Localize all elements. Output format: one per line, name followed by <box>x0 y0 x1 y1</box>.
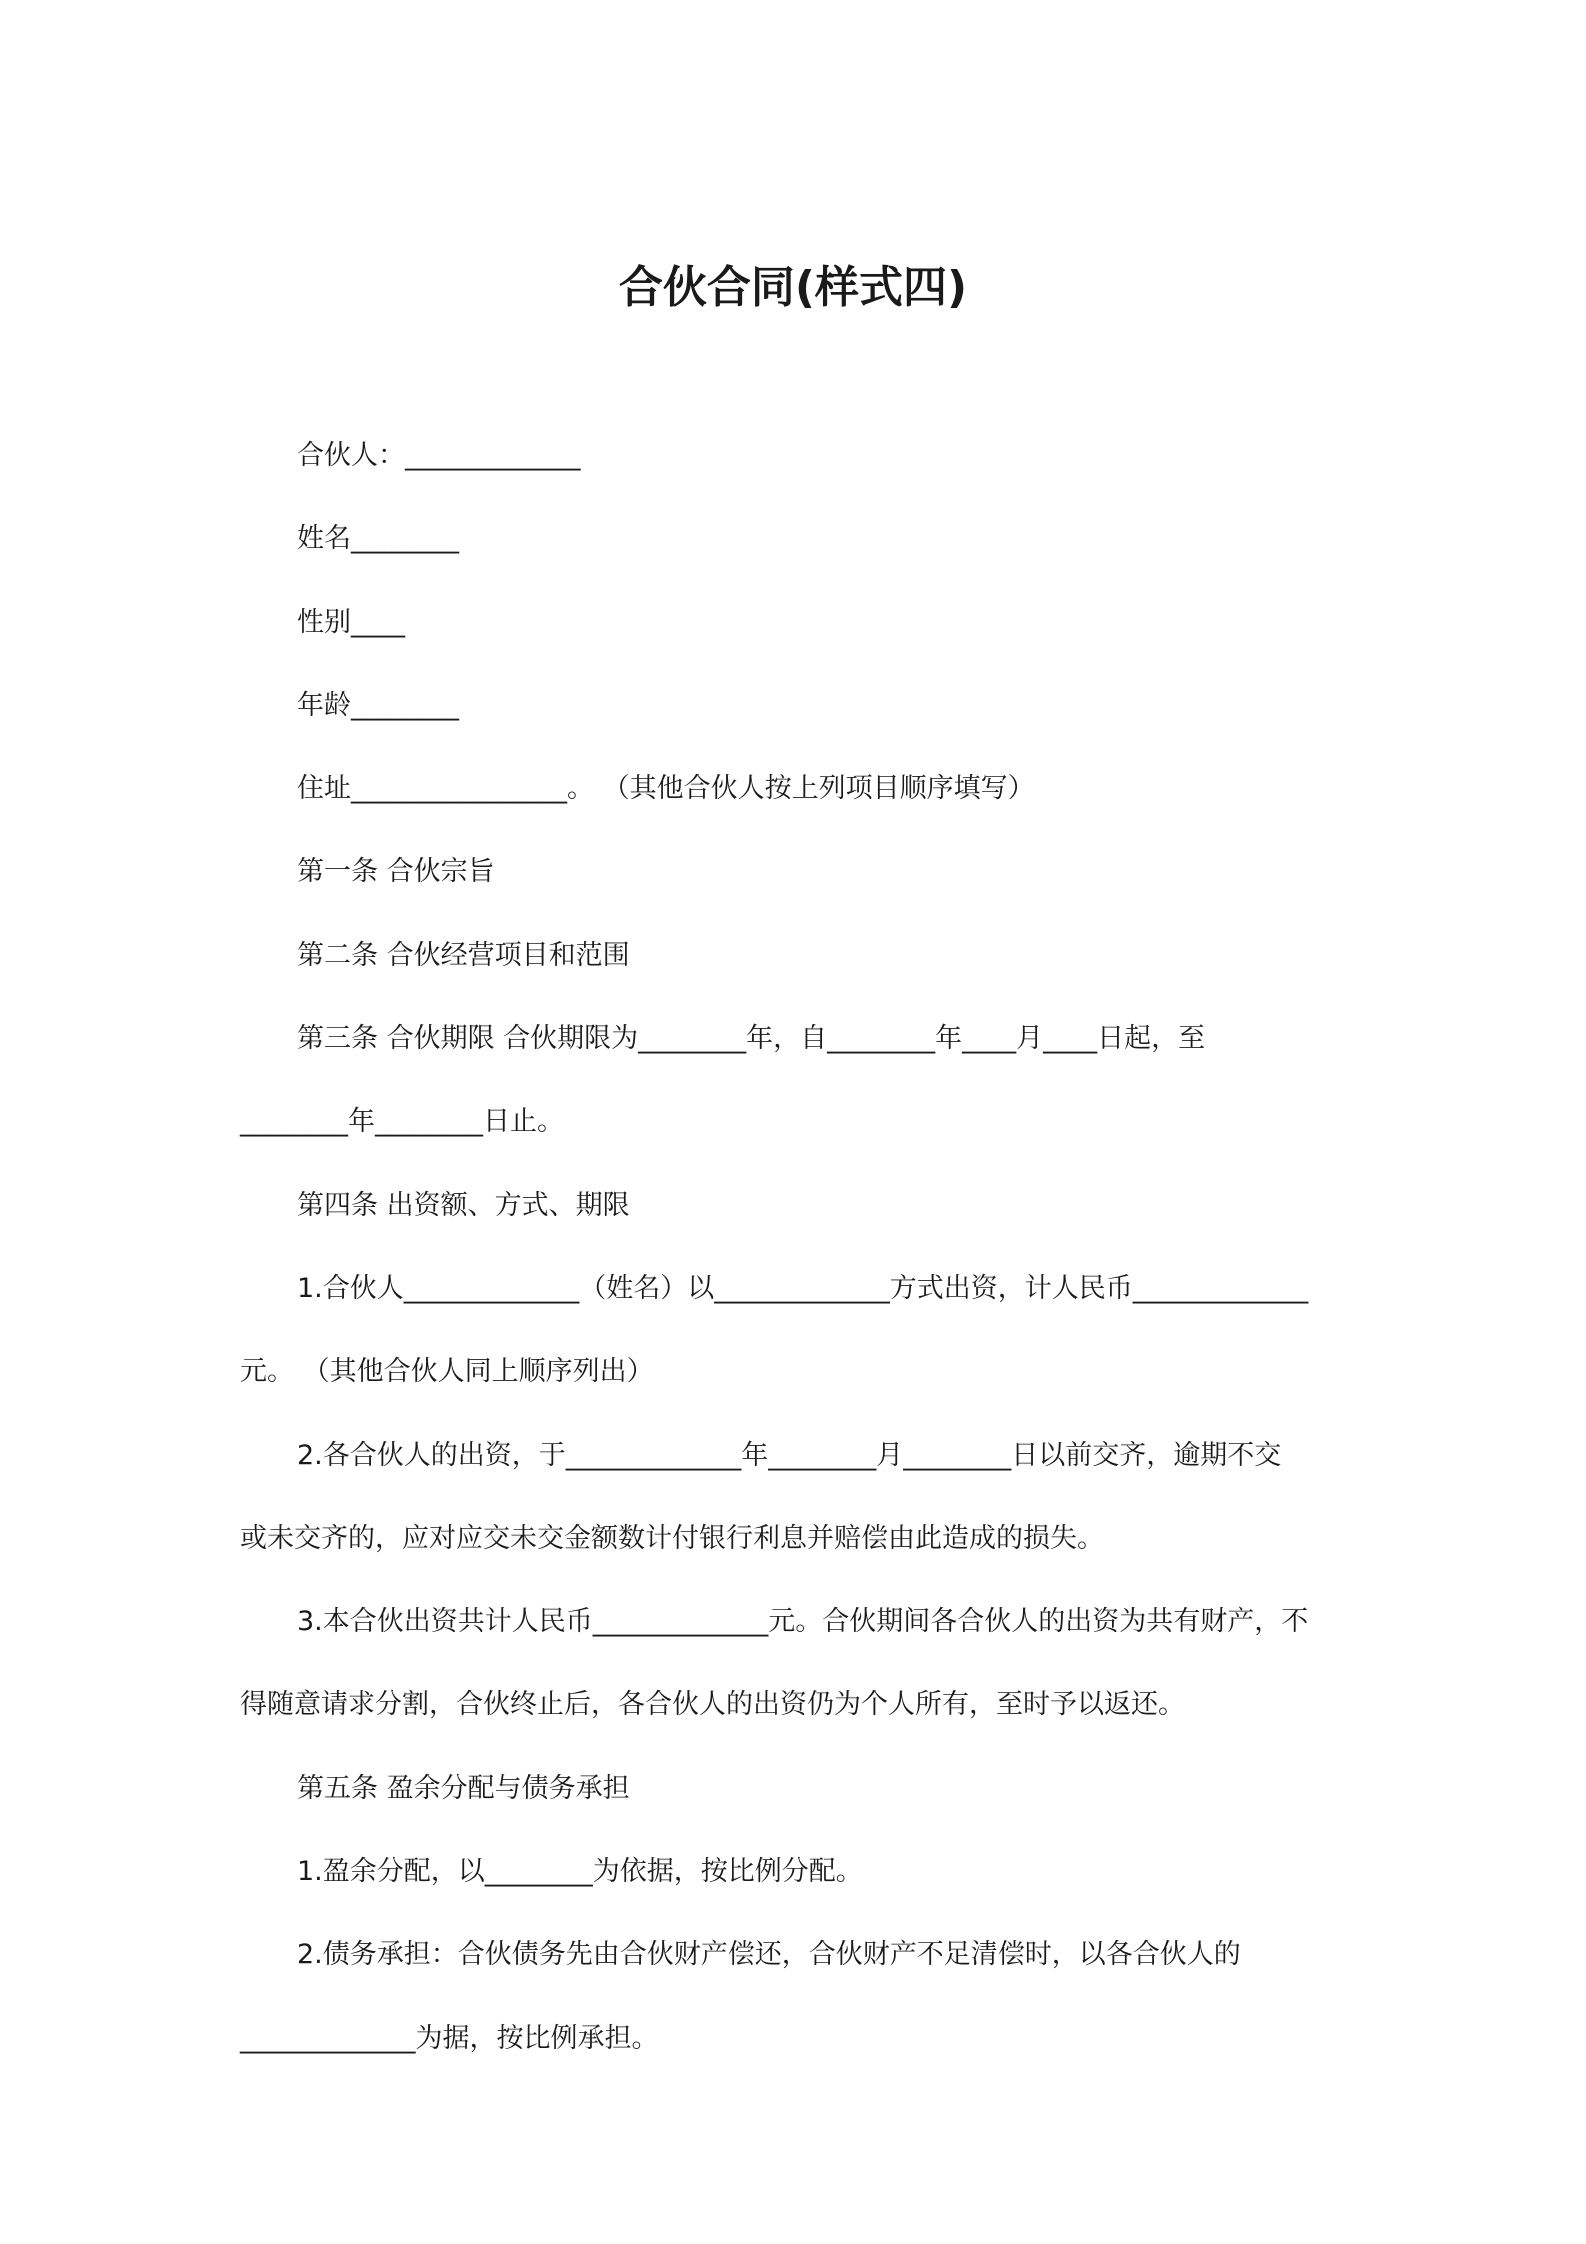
document-body <box>240 414 1350 2080</box>
article-5-item-2: 2.债务承担：合伙债务先由合伙财产偿还，合伙财产不足清偿时，以各合伙人的 <box>297 1939 1241 1971</box>
article-4-item-2: 2.各合伙人的出资，于_____________年________月________日以前交齐，逾期不交 <box>297 1439 1282 1471</box>
document-title: 合伙合同(样式四) <box>618 262 968 313</box>
article-4-item-1: 1.合伙人_____________（姓名）以_____________方式出资，计人民币_____________ <box>297 1272 1309 1304</box>
article-4-item-3: 3.本合伙出资共计人民币_____________元。合伙期间各合伙人的出资为共有财产，不 <box>297 1606 1309 1638</box>
article-1-heading: 第一条 合伙宗旨 <box>297 856 495 888</box>
age-line: 年龄________ <box>297 689 459 721</box>
article-3-line: 第三条 合伙期限 合伙期限为________年，自________年____月____日起，至 <box>297 1023 1206 1055</box>
name-line: 姓名________ <box>297 523 459 555</box>
article-4-item-2-continuation: 或未交齐的，应对应交未交金额数计付银行利息并赔偿由此造成的损失。 <box>240 1522 1104 1554</box>
address-line: 住址________________。 （其他合伙人按上列项目顺序填写） <box>297 773 1035 805</box>
partner-line: 合伙人：_____________ <box>297 440 581 471</box>
article-4-item-3-continuation: 得随意请求分割，合伙终止后，各合伙人的出资仍为个人所有，至时予以返还。 <box>240 1689 1185 1721</box>
article-3-continuation: ________年________日止。 <box>240 1106 564 1138</box>
article-4-item-1-continuation: 元。 （其他合伙人同上顺序列出） <box>240 1356 654 1388</box>
article-5-heading: 第五条 盈余分配与债务承担 <box>297 1772 630 1804</box>
article-5-item-2-continuation: _____________为据，按比例承担。 <box>240 2022 659 2054</box>
article-2-heading: 第二条 合伙经营项目和范围 <box>297 939 630 971</box>
gender-line: 性别____ <box>297 606 405 638</box>
article-4-heading: 第四条 出资额、方式、期限 <box>297 1189 630 1221</box>
article-5-item-1: 1.盈余分配，以________为依据，按比例分配。 <box>297 1856 863 1888</box>
